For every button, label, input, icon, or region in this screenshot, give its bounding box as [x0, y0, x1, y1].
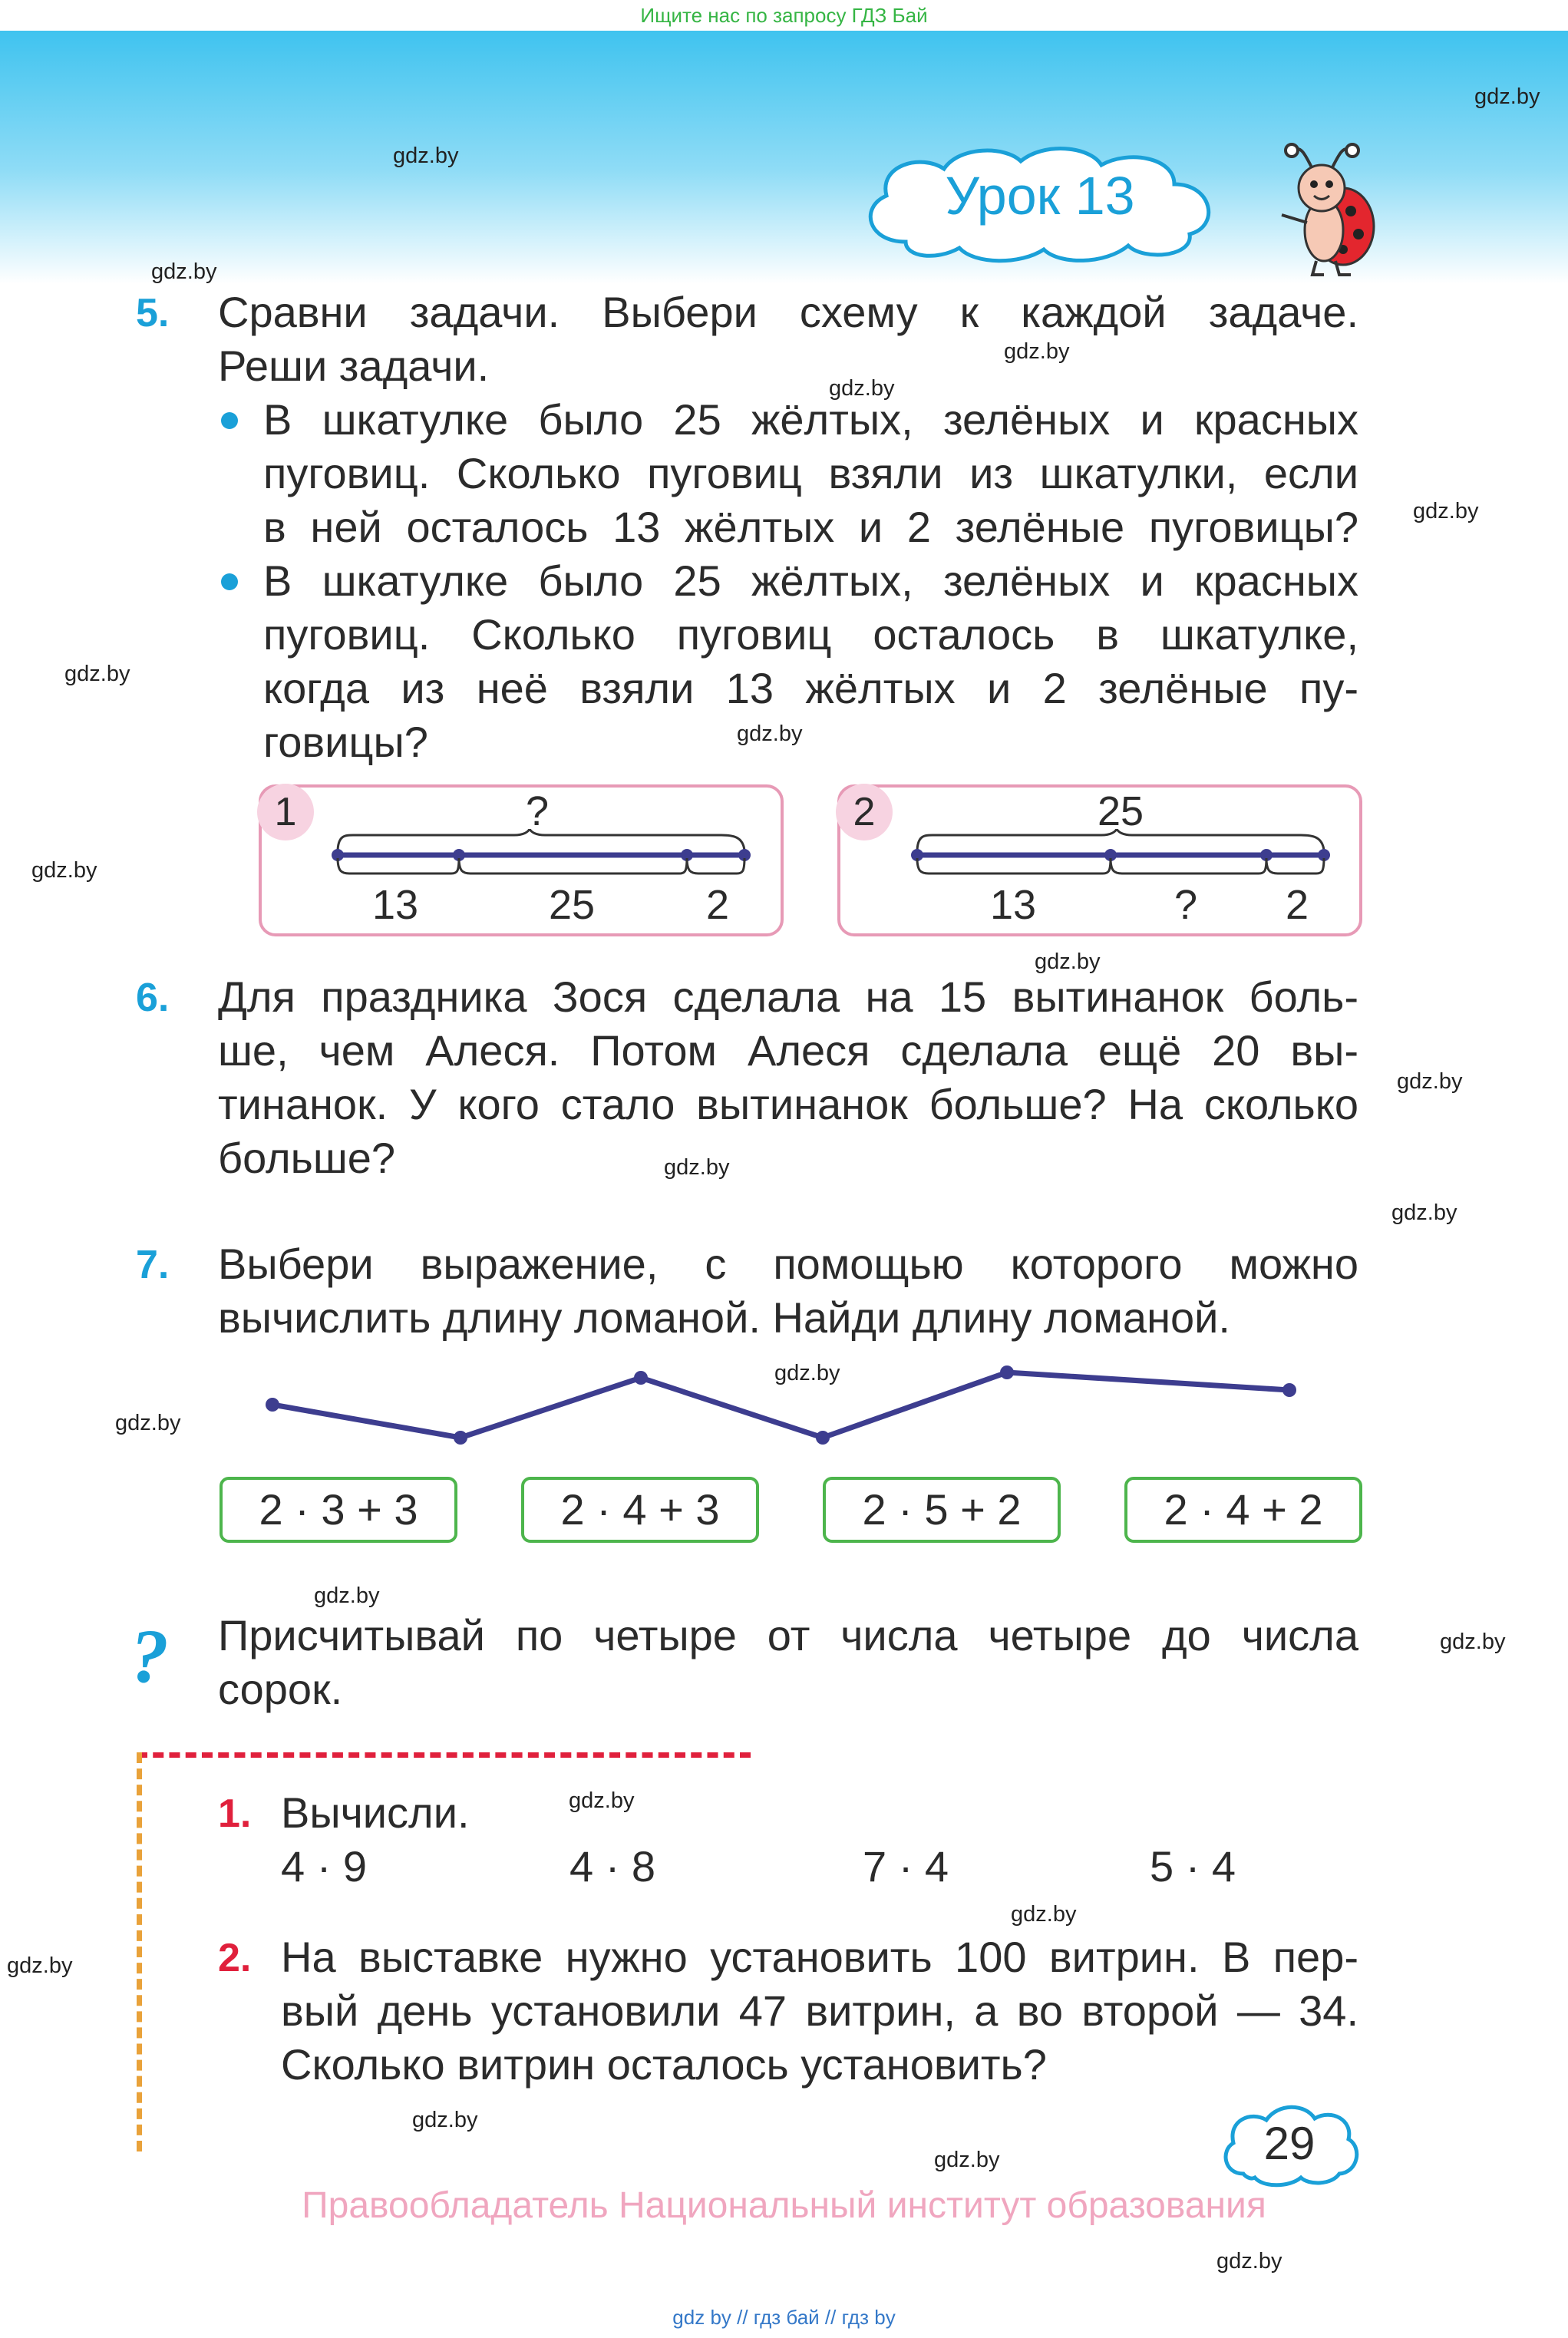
watermark: gdz.by — [151, 259, 217, 284]
extra-border-left — [137, 1752, 142, 2151]
extra-2-line: вый день установили 47 витрин, а во второй — 34. — [281, 1986, 1358, 2035]
task-5-b1-line: в ней осталось 13 жёлтых и 2 зелёные пуговицы? — [263, 503, 1358, 551]
watermark: gdz.by — [115, 1411, 181, 1435]
scheme-1-bottom-label: 13 — [371, 882, 419, 928]
watermark: gdz.by — [1011, 1902, 1077, 1927]
task-5-b2-line: пуговиц. Сколько пуговиц осталось в шкатулке, — [263, 610, 1358, 659]
extra-1-item: 5 · 4 — [1150, 1842, 1236, 1891]
watermark: gdz.by — [7, 1953, 73, 1978]
watermark: gdz.by — [934, 2148, 1000, 2172]
watermark: gdz.by — [64, 662, 130, 686]
task-5-line-2: Реши задачи. — [218, 342, 490, 390]
watermark: gdz.by — [1440, 1630, 1506, 1654]
expression-option[interactable]: 2 · 4 + 2 — [1124, 1477, 1362, 1543]
copyright: Правообладатель Национальный институт образования — [302, 2185, 1266, 2226]
watermark: gdz.by — [393, 144, 459, 168]
task-6-line: Для праздника Зося сделала на 15 вытинанок боль- — [218, 973, 1358, 1021]
extra-1-title: Вычисли. — [281, 1788, 470, 1837]
extra-1-item: 7 · 4 — [863, 1842, 949, 1891]
watermark: gdz.by — [1004, 339, 1070, 364]
watermark: gdz.by — [412, 2108, 478, 2132]
scheme-2-segment — [902, 829, 1343, 883]
task-5-b2-line: когда из неё взяли 13 жёлтых и 2 зелёные пу- — [263, 664, 1358, 712]
extra-2-line: Сколько витрин осталось установить? — [281, 2040, 1047, 2089]
task-7-line: Выбери выражение, с помощью которого можно — [218, 1240, 1358, 1288]
task-5-b2-line: В шкатулке было 25 жёлтых, зелёных и красных — [263, 556, 1358, 605]
task-5-b2-line: говицы? — [263, 718, 428, 766]
watermark: gdz.by — [664, 1155, 730, 1180]
bottom-links[interactable]: gdz by // гдз бай // гдз by — [672, 2306, 896, 2329]
watermark: gdz.by — [31, 858, 97, 883]
extra-1-item: 4 · 9 — [281, 1842, 368, 1891]
expression-option[interactable]: 2 · 4 + 3 — [521, 1477, 759, 1543]
task-6-line: больше? — [218, 1134, 396, 1182]
watermark: gdz.by — [1216, 2249, 1282, 2274]
task-6-number: 6. — [136, 976, 170, 1020]
scheme-1-badge: 1 — [257, 784, 314, 840]
watermark: gdz.by — [1474, 84, 1540, 109]
watermark: gdz.by — [1397, 1069, 1463, 1094]
watermark: gdz.by — [774, 1361, 840, 1385]
watermark: gdz.by — [569, 1788, 635, 1813]
ladybug-icon — [1270, 138, 1378, 280]
question-icon: ? — [130, 1613, 169, 1699]
scheme-2-top-label: 25 — [1097, 788, 1144, 834]
top-banner[interactable]: Ищите нас по запросу ГДЗ Бай — [0, 0, 1568, 31]
scheme-1-bottom-label: 2 — [705, 882, 730, 928]
bullet-icon — [221, 573, 238, 590]
task-7-number: 7. — [136, 1243, 170, 1287]
task-7-line: вычислить длину ломаной. Найди длину ломаной. — [218, 1293, 1230, 1342]
lesson-title: Урок 13 — [945, 166, 1135, 226]
scheme-2-badge: 2 — [836, 784, 893, 840]
watermark: gdz.by — [1413, 499, 1479, 523]
watermark: gdz.by — [1035, 949, 1101, 974]
task-5-number: 5. — [136, 291, 170, 335]
extra-2-line: На выставке нужно установить 100 витрин. В пер- — [281, 1933, 1358, 1981]
scheme-2-bottom-label: ? — [1174, 882, 1198, 928]
extra-border-top — [137, 1752, 751, 1758]
expression-option[interactable]: 2 · 5 + 2 — [823, 1477, 1061, 1543]
scheme-1-top-label: ? — [525, 788, 550, 834]
scheme-2-bottom-label: 2 — [1285, 882, 1309, 928]
watermark: gdz.by — [737, 722, 803, 746]
extra-1-item: 4 · 8 — [569, 1842, 656, 1891]
expression-option[interactable]: 2 · 3 + 3 — [220, 1477, 457, 1543]
task-6-line: тинанок. У кого стало вытинанок больше? На сколько — [218, 1080, 1358, 1128]
task-5-b1-line: В шкатулке было 25 жёлтых, зелёных и красных — [263, 395, 1358, 444]
puzzle-line: сорок. — [218, 1665, 343, 1713]
extra-1-number: 1. — [218, 1791, 252, 1836]
broken-line — [253, 1355, 1312, 1455]
bullet-icon — [221, 412, 238, 429]
scheme-2-bottom-label: 13 — [989, 882, 1037, 928]
watermark: gdz.by — [1391, 1200, 1457, 1225]
watermark: gdz.by — [829, 376, 895, 401]
page-number: 29 — [1263, 2118, 1315, 2169]
puzzle-line: Присчитывай по четыре от числа четыре до числа — [218, 1611, 1358, 1659]
task-5-b1-line: пуговиц. Сколько пуговиц взяли из шкатулки, если — [263, 449, 1358, 497]
watermark: gdz.by — [314, 1583, 380, 1608]
task-6-line: ше, чем Алеся. Потом Алеся сделала ещё 20 вы- — [218, 1026, 1358, 1075]
extra-2-number: 2. — [218, 1936, 252, 1980]
scheme-1-bottom-label: 25 — [548, 882, 596, 928]
scheme-1-segment — [322, 829, 764, 883]
task-5-line-1: Сравни задачи. Выбери схему к каждой задаче. — [218, 288, 1358, 336]
